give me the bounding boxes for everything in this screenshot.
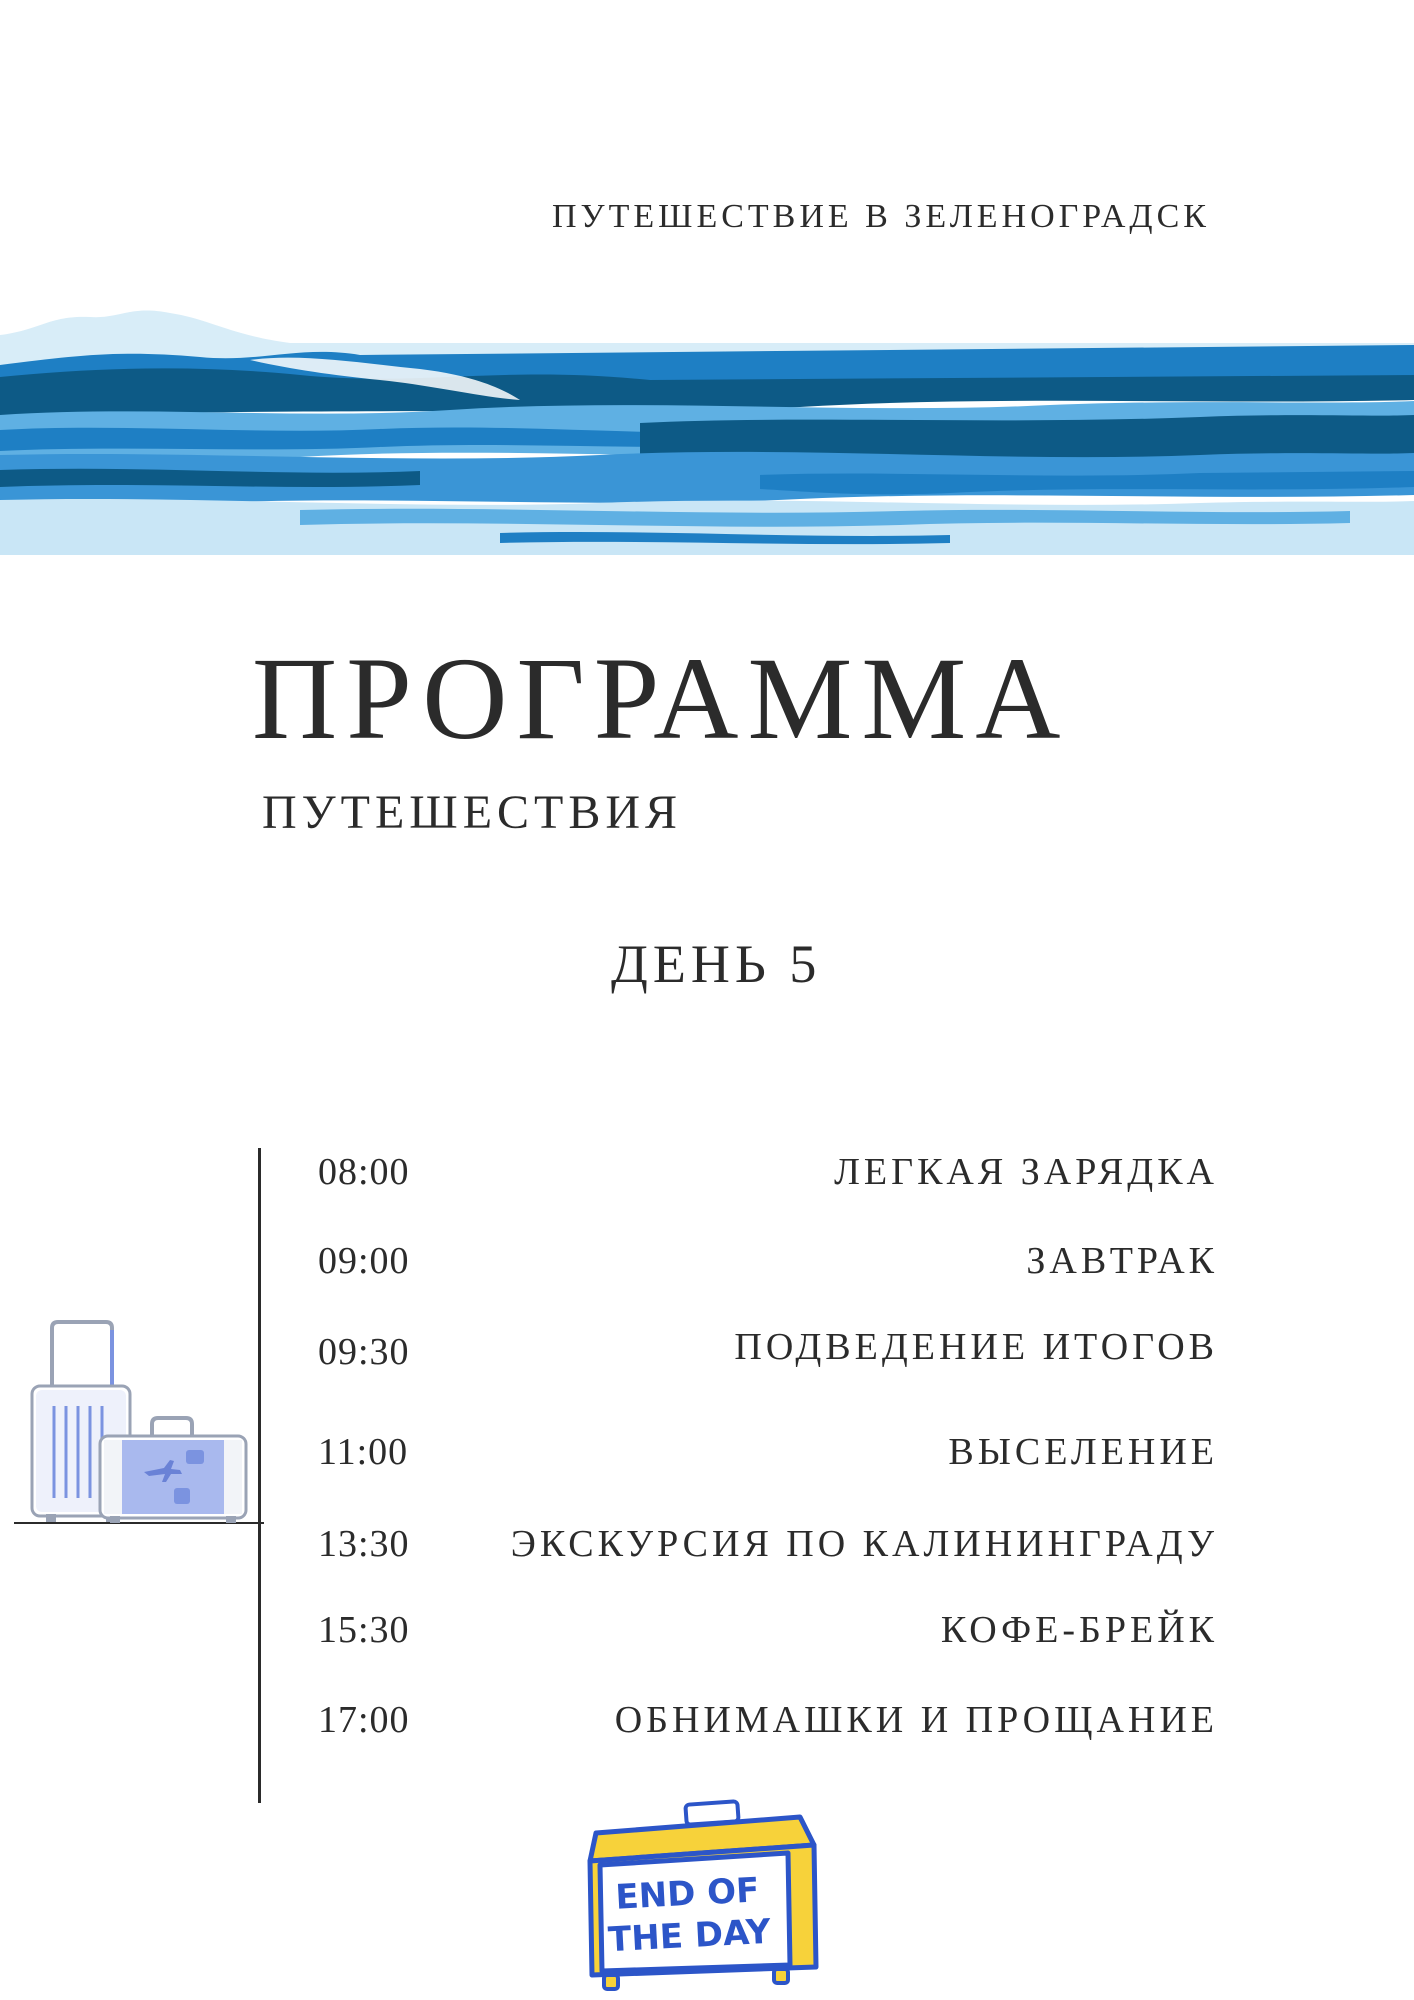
schedule-activity: КОФЕ-БРЕЙК [940,1609,1218,1651]
schedule-time: 13:30 [318,1523,410,1565]
schedule-time: 08:00 [318,1151,410,1193]
page-title: ПРОГРАММА [252,633,1070,764]
trip-subtitle: ПУТЕШЕСТВИЕ В ЗЕЛЕНОГРАДСК [552,198,1210,235]
sticker-line1: END OF [614,1870,761,1918]
schedule-activity: ЭКСКУРСИЯ ПО КАЛИНИНГРАДУ [510,1523,1218,1565]
schedule-time: 09:30 [318,1331,410,1373]
schedule-time: 15:30 [318,1609,410,1651]
schedule-time: 09:00 [318,1240,410,1282]
schedule-time: 17:00 [318,1699,410,1741]
schedule-activity: ЗАВТРАК [1026,1240,1218,1282]
luggage-icon [14,1310,264,1530]
schedule-activity: ПОДВЕДЕНИЕ ИТОГОВ [734,1326,1218,1368]
day-heading: ДЕНЬ 5 [611,934,822,994]
schedule-activity: ОБНИМАШКИ И ПРОЩАНИЕ [614,1699,1218,1741]
schedule-activity: ВЫСЕЛЕНИЕ [948,1431,1218,1473]
schedule-activity: ЛЕГКАЯ ЗАРЯДКА [834,1151,1218,1193]
sea-illustration [0,305,1414,555]
sticker-line2: THE DAY [607,1911,772,1961]
end-of-day-sticker-icon [578,1795,828,1995]
page-subtitle: ПУТЕШЕСТВИЯ [262,786,683,839]
schedule-time: 11:00 [318,1431,409,1473]
